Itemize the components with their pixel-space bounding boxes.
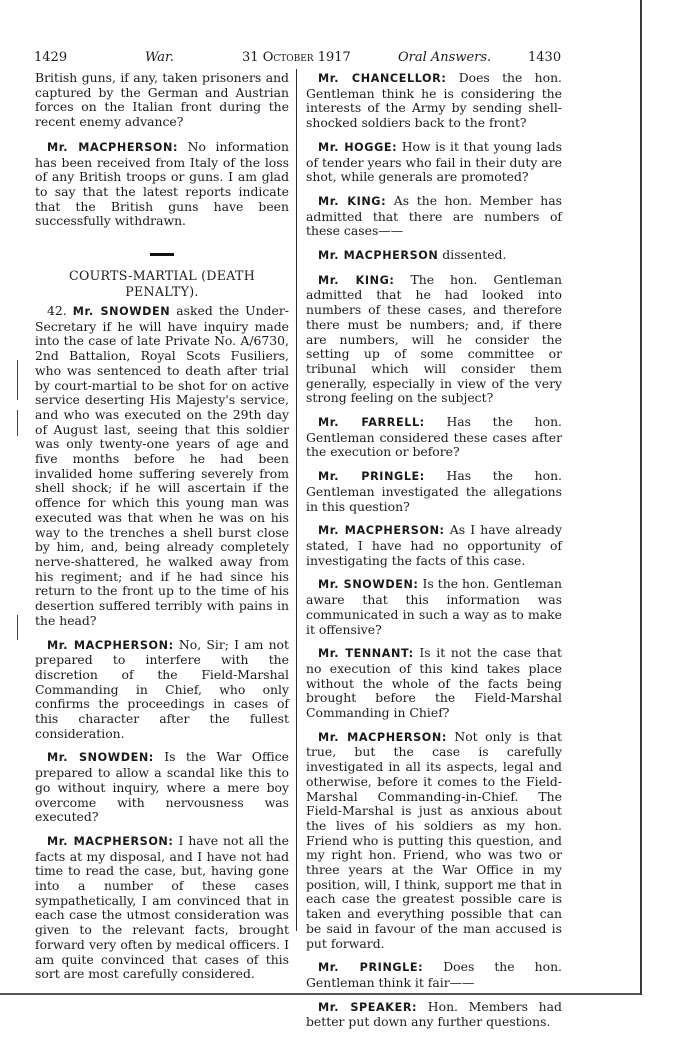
speech-macpherson-5 [306, 730, 562, 952]
speech-hogge [306, 140, 562, 185]
speech-text: Is the War Office prepared to allow a scandal like this to go without inquiry, where a mere boy overcome with nervousness was executed? [35, 749, 289, 825]
running-title-left: War. [145, 50, 174, 65]
speaker-name: Mr. FARRELL: [318, 416, 425, 430]
speech-tennant [306, 646, 562, 721]
speaker-name: Mr. MACPHERSON: [47, 638, 174, 652]
right-column [306, 71, 562, 1039]
running-title-right: Oral Answers. [398, 50, 492, 65]
heading-line-2: PENALTY). [125, 284, 199, 300]
margin-mark [17, 410, 18, 436]
speech-macpherson-3 [35, 834, 289, 982]
speech-macpherson-2 [35, 638, 289, 742]
column-divider [296, 69, 297, 931]
date-year: 1917 [313, 50, 351, 65]
speech-text: dissented. [438, 247, 507, 263]
speech-text: Is it not the case that no execution of this kind takes place without the whole of the facts being brought before the Field-Marshal Commanding in Chief? [306, 645, 562, 721]
speech-snowden-supplementary [35, 750, 289, 825]
speaker-name: Mr. KING: [318, 273, 395, 287]
speaker-name: Mr. MACPHERSON [318, 249, 439, 263]
page-number-right: 1430 [528, 50, 562, 65]
date-month: October [262, 50, 314, 65]
scan-page-edge [640, 0, 642, 995]
page-date [242, 50, 351, 66]
speaker-name: Mr. MACPHERSON: [47, 834, 174, 848]
left-column [35, 71, 289, 991]
speaker-name: Mr. HOGGE: [318, 140, 398, 154]
speech-snowden-2 [306, 577, 562, 637]
speech-speaker [306, 1000, 562, 1030]
scan-bottom-edge [0, 993, 640, 995]
speech-macpherson-dissented [306, 248, 562, 264]
page-number-left: 1429 [34, 50, 68, 65]
speaker-name: Mr. SNOWDEN: [318, 578, 419, 592]
speaker-name: Mr. PRINGLE: [318, 961, 424, 975]
speech-text: Is the hon. Gentleman aware that this information was communicated in such a way as to make it offensive? [306, 576, 562, 637]
speech-macpherson-4 [306, 523, 562, 568]
speaker-name: Mr. MACPHERSON: [318, 730, 447, 744]
speaker-name: Mr. TENNANT: [318, 647, 414, 661]
section-separator [150, 253, 174, 256]
speaker-name: Mr. KING: [318, 194, 387, 208]
speaker-name: Mr. CHANCELLOR: [318, 72, 447, 85]
speech-text: As I have already stated, I have had no opportunity of investigating the facts of this case. [306, 522, 562, 568]
speaker-name: Mr. PRINGLE: [318, 470, 425, 484]
speaker-name: Mr. SNOWDEN: [47, 751, 154, 765]
date-day: 31 [242, 50, 263, 65]
speech-macpherson-1 [35, 140, 289, 229]
speech-text: I have not all the facts at my disposal, and I have not had time to read the case, but, having gone into a number of these cases sympathetically, I am convinced that in each case the utmost consideration was given to the relevant facts, brought forward very often by medical officers. I am quite convinced that cases of this sort are most carefully considered. [35, 832, 289, 982]
question-continuation: British guns, if any, taken prisoners and captured by the German and Austrian forces on the Italian front during the recent enemy advance? [35, 70, 289, 130]
margin-mark [17, 360, 18, 400]
question-text: asked the Under-Secretary if he will have inquiry made into the case of late Private No. A/6730, 2nd Battalion, Royal Scots Fusiliers, who was sentenced to death after trial by court-martial to be shot for on active service deserting His Majesty's service, and who was executed on the 29th day of August last, seeing that this soldier was only twenty-one years of age and five months before he had been invalided home suffering severely from shell shock; if he will ascertain if the offence for which this young man was executed was that when he was on his way to the trenches a shell burst close by him, and, being already completely nerve-shattered, he walked away from his regiment; and if he had since his return to the front up to the time of his desertion suffered terribly with pains in the head? [35, 303, 289, 628]
speech-text: Does the hon. Gentleman think he is considering the interests of the Army by sending shell-shocked soldiers back to the front? [306, 70, 562, 131]
question-42 [35, 304, 289, 628]
section-heading [35, 268, 289, 300]
speech-text: Has the hon. Gentleman investigated the allegations in this question? [306, 468, 562, 514]
speaker-name: Mr. MACPHERSON: [318, 524, 445, 538]
speech-farrell [306, 415, 562, 460]
speech-text: Has the hon. Gentleman considered these cases after the execution or before? [306, 414, 562, 460]
heading-line-1: COURTS-MARTIAL (DEATH [69, 268, 255, 284]
speech-chancellor [306, 71, 562, 131]
speech-text: As the hon. Member has admitted that there are numbers of these cases—— [306, 192, 562, 239]
speech-text: No information has been received from Italy of the loss of any British troops or guns. I am glad to say that the latest reports indicate that the British guns have been successfully withdrawn. [35, 138, 289, 229]
speech-text: Not only is that true, but the case is carefully investigated in all its aspects, legal and otherwise, before it comes to the Field-Marshal Commanding-in-Chief. The Field-Marshal is just as anxious about the lives of his soldiers as my hon. Friend who is putting this question, and my right hon. Friend, who was two or three years at the War Office in my position, will, I think, support me that in each case the greatest possible care is taken and everything possible that can be said in favour of the man accused is put forward. [306, 728, 562, 951]
speaker-name: Mr. SPEAKER: [318, 1000, 418, 1014]
speech-text: How is it that young lads of tender years who fail in their duty are shot, while generals are promoted? [306, 138, 562, 185]
speaker-name: Mr. MACPHERSON: [47, 140, 179, 154]
margin-mark [17, 615, 18, 640]
speech-pringle-1 [306, 469, 562, 514]
speaker-name: Mr. SNOWDEN [72, 305, 171, 319]
speech-text: Does the hon. Gentleman think it fair—— [306, 959, 562, 990]
speech-pringle-2 [306, 960, 562, 990]
speech-text: No, Sir; I am not prepared to interfere with the discretion of the Field-Marshal Commanding in Chief, who only confirms the proceedings in cases of this character after the fullest consideration. [35, 636, 289, 741]
speech-king-1 [306, 194, 562, 239]
speech-king-2 [306, 273, 562, 406]
speech-text: The hon. Gentleman admitted that he had looked into numbers of these cases, and therefore there must be numbers; and, if there are numbers, will he consider the setting up of some committee or tribunal which will consider them generally, especially in view of the very strong feeling on the subject? [306, 271, 562, 406]
question-number: 42. [47, 303, 73, 319]
speech-text: Hon. Members had better put down any further questions. [306, 998, 562, 1030]
